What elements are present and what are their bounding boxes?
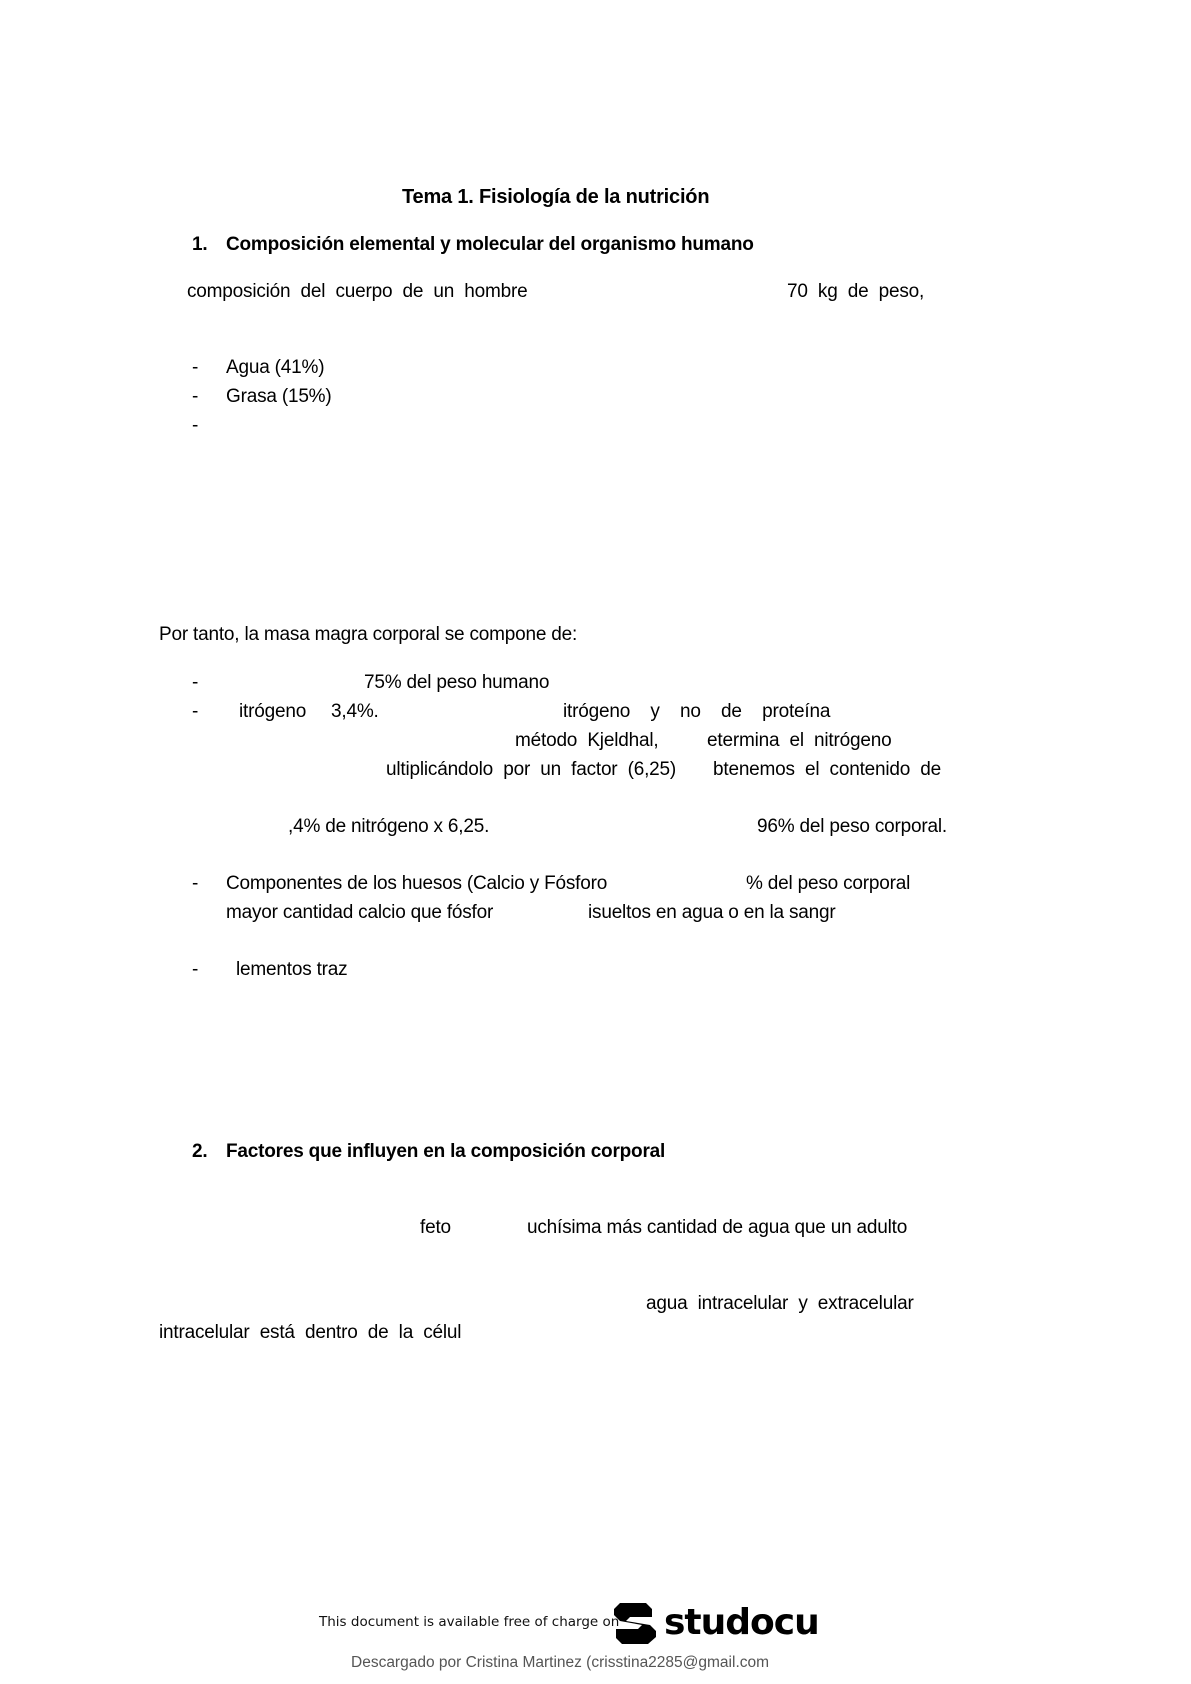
list-bullet: -	[192, 701, 199, 722]
download-attribution: Descargado por Cristina Martinez (crisstina2285@gmail.com	[351, 1654, 770, 1671]
section-2-fragment: feto	[420, 1217, 451, 1238]
section-2-fragment: uchísima más cantidad de agua que un adulto	[527, 1217, 908, 1238]
studocu-logo-icon	[612, 1601, 658, 1645]
intro-text-right: 70 kg de peso,	[787, 281, 925, 302]
lean-item-2-fragment: ultiplicándolo por un factor (6,25)	[386, 759, 677, 780]
studocu-brand-name: studocu	[664, 1602, 819, 1643]
lean-item-2-fragment: btenemos el contenido de	[713, 759, 942, 780]
intro-text-left: composición del cuerpo de un hombre	[187, 281, 528, 302]
lean-item-2-fragment: etermina el nitrógeno	[707, 730, 892, 751]
list-item-fat: Grasa (15%)	[226, 386, 332, 407]
studocu-logo[interactable]	[612, 1601, 819, 1645]
section-2-fragment: agua intracelular y extracelular	[646, 1293, 914, 1314]
lean-item-3-fragment: % del peso corporal	[746, 873, 911, 894]
section-2-heading: Factores que influyen en la composición corporal	[226, 1141, 666, 1162]
lean-item-2-fragment: 96% del peso corporal.	[757, 816, 947, 837]
section-1-number: 1.	[192, 234, 208, 255]
lean-item-1-text: 75% del peso humano	[364, 672, 550, 693]
lean-mass-intro: Por tanto, la masa magra corporal se compone de:	[159, 624, 578, 645]
section-2-number: 2.	[192, 1141, 208, 1162]
section-2-fragment: intracelular está dentro de la célul	[159, 1322, 462, 1343]
lean-item-3-fragment: isueltos en agua o en la sangr	[588, 902, 836, 923]
list-bullet: -	[192, 386, 199, 407]
list-bullet: -	[192, 873, 199, 894]
list-bullet: -	[192, 672, 199, 693]
list-item-water: Agua (41%)	[226, 357, 325, 378]
list-bullet: -	[192, 959, 199, 980]
lean-item-3-fragment: Componentes de los huesos (Calcio y Fósforo	[226, 873, 608, 894]
lean-item-2-fragment: ,4% de nitrógeno x 6,25.	[288, 816, 490, 837]
document-title: Tema 1. Fisiología de la nutrición	[402, 186, 710, 208]
lean-item-2-fragment: itrógeno	[239, 701, 307, 722]
list-bullet: -	[192, 357, 199, 378]
section-1-heading: Composición elemental y molecular del organismo humano	[226, 234, 754, 255]
lean-item-2-fragment: 3,4%.	[331, 701, 379, 722]
availability-note: This document is available free of charge on	[319, 1614, 620, 1630]
lean-item-4-text: lementos traz	[236, 959, 348, 980]
list-bullet: -	[192, 415, 199, 436]
lean-item-2-fragment: itrógeno y no de proteína	[563, 701, 831, 722]
lean-item-3-fragment: mayor cantidad calcio que fósfor	[226, 902, 494, 923]
lean-item-2-fragment: método Kjeldhal,	[515, 730, 659, 751]
